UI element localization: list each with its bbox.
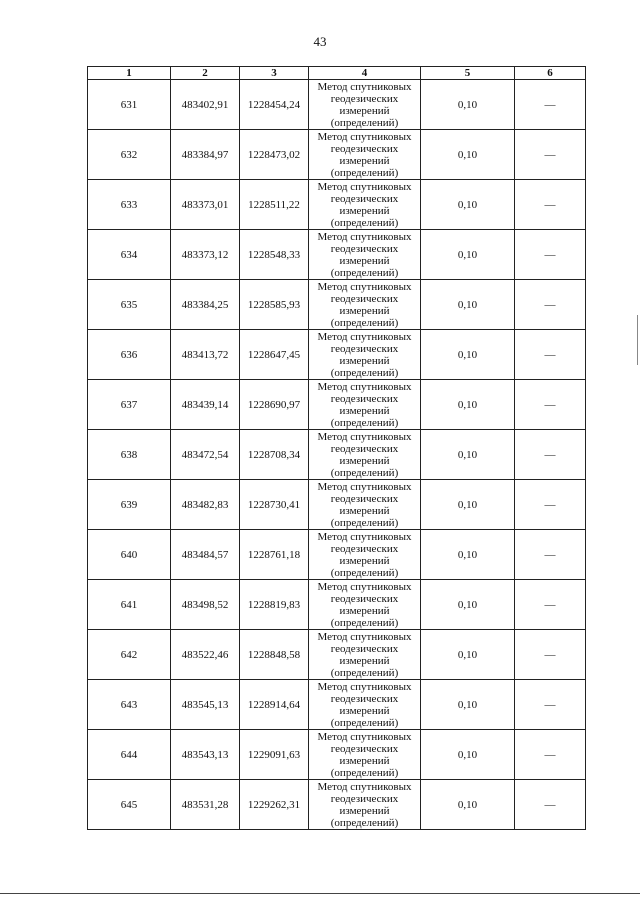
method-line: измерений xyxy=(339,554,390,567)
method-line: Метод спутниковых xyxy=(317,280,412,293)
x-coordinate-cell: 483543,13 xyxy=(171,730,240,780)
method-cell xyxy=(309,780,421,830)
x-coordinate-cell: 483531,28 xyxy=(171,780,240,830)
accuracy-cell: 0,10 xyxy=(421,630,515,680)
accuracy-cell: 0,10 xyxy=(421,480,515,530)
method-line: (определений) xyxy=(330,566,399,579)
point-number-cell: 636 xyxy=(88,330,171,380)
y-coordinate-cell: 1229091,63 xyxy=(240,730,309,780)
method-line: (определений) xyxy=(330,316,399,329)
page-number: 43 xyxy=(313,34,327,49)
method-cell xyxy=(309,180,421,230)
y-coordinate-cell: 1228761,18 xyxy=(240,530,309,580)
method-line: Метод спутниковых xyxy=(317,230,412,243)
method-line: Метод спутниковых xyxy=(317,480,412,493)
method-line: измерений xyxy=(339,254,390,267)
table-row xyxy=(88,330,586,380)
accuracy-cell: 0,10 xyxy=(421,530,515,580)
method-line: геодезических xyxy=(330,492,399,505)
method-line: измерений xyxy=(339,404,390,417)
point-number-cell: 643 xyxy=(88,680,171,730)
table-row xyxy=(88,380,586,430)
y-coordinate-cell: 1228848,58 xyxy=(240,630,309,680)
method-line: геодезических xyxy=(330,442,399,455)
method-line: Метод спутниковых xyxy=(317,580,412,593)
method-cell xyxy=(309,130,421,180)
description-cell: — xyxy=(515,480,586,530)
y-coordinate-cell: 1228730,41 xyxy=(240,480,309,530)
y-coordinate-cell: 1228819,83 xyxy=(240,580,309,630)
method-line: геодезических xyxy=(330,242,399,255)
x-coordinate-cell: 483413,72 xyxy=(171,330,240,380)
x-coordinate-cell: 483373,12 xyxy=(171,230,240,280)
method-line: геодезических xyxy=(330,592,399,605)
x-coordinate-cell: 483373,01 xyxy=(171,180,240,230)
y-coordinate-cell: 1228647,45 xyxy=(240,330,309,380)
table-row xyxy=(88,230,586,280)
method-line: (определений) xyxy=(330,216,399,229)
method-line: измерений xyxy=(339,754,390,767)
method-line: (определений) xyxy=(330,116,399,129)
x-coordinate-cell: 483545,13 xyxy=(171,680,240,730)
y-coordinate-cell: 1229262,31 xyxy=(240,780,309,830)
y-coordinate-cell: 1228511,22 xyxy=(240,180,309,230)
point-number-cell: 645 xyxy=(88,780,171,830)
method-line: геодезических xyxy=(330,142,399,155)
method-line: (определений) xyxy=(330,516,399,529)
method-line: (определений) xyxy=(330,666,399,679)
column-header-1: 1 xyxy=(88,67,171,80)
table-row xyxy=(88,280,586,330)
x-coordinate-cell: 483522,46 xyxy=(171,630,240,680)
method-cell xyxy=(309,480,421,530)
method-line: геодезических xyxy=(330,342,399,355)
point-number-cell: 637 xyxy=(88,380,171,430)
y-coordinate-cell: 1228548,33 xyxy=(240,230,309,280)
accuracy-cell: 0,10 xyxy=(421,780,515,830)
description-cell: — xyxy=(515,430,586,480)
method-line: Метод спутниковых xyxy=(317,730,412,743)
method-line: геодезических xyxy=(330,692,399,705)
method-line: геодезических xyxy=(330,792,399,805)
table-row xyxy=(88,430,586,480)
table-row xyxy=(88,780,586,830)
method-line: Метод спутниковых xyxy=(317,680,412,693)
point-number-cell: 638 xyxy=(88,430,171,480)
column-header-6: 6 xyxy=(515,67,586,80)
y-coordinate-cell: 1228690,97 xyxy=(240,380,309,430)
method-line: (определений) xyxy=(330,166,399,179)
accuracy-cell: 0,10 xyxy=(421,430,515,480)
method-cell xyxy=(309,330,421,380)
method-line: геодезических xyxy=(330,92,399,105)
method-line: Метод спутниковых xyxy=(317,80,412,93)
method-line: измерений xyxy=(339,654,390,667)
method-line: Метод спутниковых xyxy=(317,630,412,643)
column-header-4: 4 xyxy=(309,67,421,80)
accuracy-cell: 0,10 xyxy=(421,730,515,780)
table-row xyxy=(88,630,586,680)
method-line: геодезических xyxy=(330,392,399,405)
method-cell xyxy=(309,230,421,280)
x-coordinate-cell: 483384,97 xyxy=(171,130,240,180)
accuracy-cell: 0,10 xyxy=(421,680,515,730)
table-row xyxy=(88,480,586,530)
point-number-cell: 635 xyxy=(88,280,171,330)
method-line: геодезических xyxy=(330,642,399,655)
coordinates-table xyxy=(87,66,586,830)
method-line: геодезических xyxy=(330,192,399,205)
description-cell: — xyxy=(515,80,586,130)
point-number-cell: 641 xyxy=(88,580,171,630)
column-header-2: 2 xyxy=(171,67,240,80)
x-coordinate-cell: 483498,52 xyxy=(171,580,240,630)
method-line: измерений xyxy=(339,204,390,217)
accuracy-cell: 0,10 xyxy=(421,230,515,280)
accuracy-cell: 0,10 xyxy=(421,180,515,230)
column-header-5: 5 xyxy=(421,67,515,80)
method-line: Метод спутниковых xyxy=(317,130,412,143)
method-line: измерений xyxy=(339,154,390,167)
accuracy-cell: 0,10 xyxy=(421,380,515,430)
method-cell xyxy=(309,730,421,780)
method-line: измерений xyxy=(339,304,390,317)
method-line: геодезических xyxy=(330,292,399,305)
x-coordinate-cell: 483439,14 xyxy=(171,380,240,430)
y-coordinate-cell: 1228473,02 xyxy=(240,130,309,180)
accuracy-cell: 0,10 xyxy=(421,280,515,330)
x-coordinate-cell: 483384,25 xyxy=(171,280,240,330)
method-cell xyxy=(309,280,421,330)
table-row xyxy=(88,680,586,730)
method-cell xyxy=(309,430,421,480)
description-cell: — xyxy=(515,230,586,280)
method-line: (определений) xyxy=(330,616,399,629)
column-header-3: 3 xyxy=(240,67,309,80)
accuracy-cell: 0,10 xyxy=(421,80,515,130)
accuracy-cell: 0,10 xyxy=(421,330,515,380)
method-cell xyxy=(309,530,421,580)
method-line: измерений xyxy=(339,454,390,467)
table-body xyxy=(88,80,586,830)
table-row xyxy=(88,730,586,780)
method-line: геодезических xyxy=(330,742,399,755)
method-line: Метод спутниковых xyxy=(317,330,412,343)
method-line: (определений) xyxy=(330,416,399,429)
table-row xyxy=(88,580,586,630)
method-line: измерений xyxy=(339,104,390,117)
method-line: Метод спутниковых xyxy=(317,430,412,443)
description-cell: — xyxy=(515,280,586,330)
method-line: измерений xyxy=(339,354,390,367)
method-line: геодезических xyxy=(330,542,399,555)
method-cell xyxy=(309,380,421,430)
method-line: измерений xyxy=(339,804,390,817)
description-cell: — xyxy=(515,330,586,380)
method-line: (определений) xyxy=(330,816,399,829)
y-coordinate-cell: 1228914,64 xyxy=(240,680,309,730)
method-line: измерений xyxy=(339,504,390,517)
method-line: (определений) xyxy=(330,366,399,379)
point-number-cell: 634 xyxy=(88,230,171,280)
method-line: измерений xyxy=(339,704,390,717)
method-line: Метод спутниковых xyxy=(317,780,412,793)
point-number-cell: 640 xyxy=(88,530,171,580)
table-row xyxy=(88,180,586,230)
method-line: (определений) xyxy=(330,766,399,779)
table-row xyxy=(88,130,586,180)
x-coordinate-cell: 483482,83 xyxy=(171,480,240,530)
method-cell xyxy=(309,580,421,630)
point-number-cell: 639 xyxy=(88,480,171,530)
method-line: (определений) xyxy=(330,466,399,479)
method-cell xyxy=(309,680,421,730)
method-line: Метод спутниковых xyxy=(317,380,412,393)
point-number-cell: 642 xyxy=(88,630,171,680)
scan-edge-mark xyxy=(637,315,638,365)
point-number-cell: 644 xyxy=(88,730,171,780)
description-cell: — xyxy=(515,180,586,230)
description-cell: — xyxy=(515,730,586,780)
bottom-rule xyxy=(0,893,640,894)
point-number-cell: 632 xyxy=(88,130,171,180)
x-coordinate-cell: 483472,54 xyxy=(171,430,240,480)
description-cell: — xyxy=(515,530,586,580)
x-coordinate-cell: 483402,91 xyxy=(171,80,240,130)
accuracy-cell: 0,10 xyxy=(421,580,515,630)
method-line: измерений xyxy=(339,604,390,617)
method-line: (определений) xyxy=(330,266,399,279)
description-cell: — xyxy=(515,680,586,730)
table-row xyxy=(88,80,586,130)
method-cell xyxy=(309,630,421,680)
accuracy-cell: 0,10 xyxy=(421,130,515,180)
method-line: (определений) xyxy=(330,716,399,729)
point-number-cell: 633 xyxy=(88,180,171,230)
description-cell: — xyxy=(515,130,586,180)
header-row xyxy=(88,67,586,80)
y-coordinate-cell: 1228585,93 xyxy=(240,280,309,330)
description-cell: — xyxy=(515,630,586,680)
method-cell xyxy=(309,80,421,130)
method-line: Метод спутниковых xyxy=(317,180,412,193)
x-coordinate-cell: 483484,57 xyxy=(171,530,240,580)
method-line: Метод спутниковых xyxy=(317,530,412,543)
y-coordinate-cell: 1228454,24 xyxy=(240,80,309,130)
description-cell: — xyxy=(515,780,586,830)
description-cell: — xyxy=(515,580,586,630)
point-number-cell: 631 xyxy=(88,80,171,130)
description-cell: — xyxy=(515,380,586,430)
table-row xyxy=(88,530,586,580)
y-coordinate-cell: 1228708,34 xyxy=(240,430,309,480)
